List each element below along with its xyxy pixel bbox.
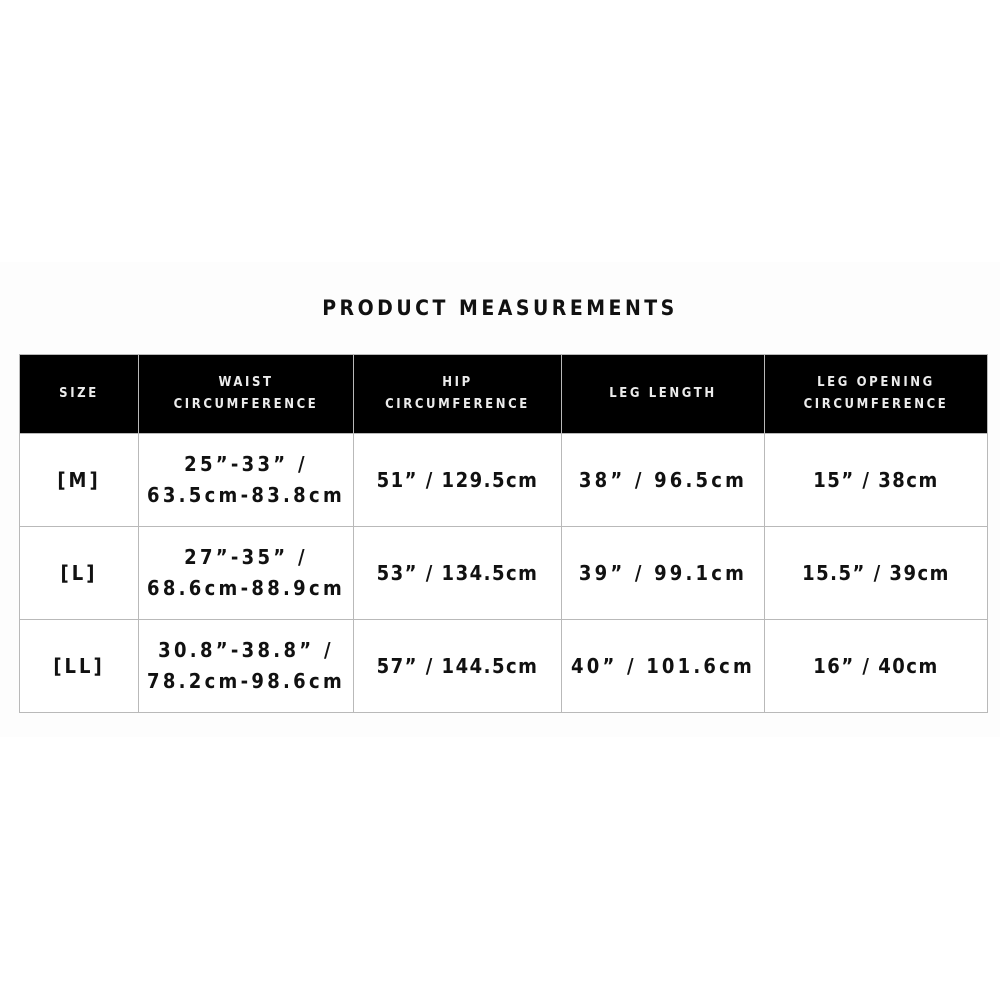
column-header-leg-opening [765,355,988,434]
page-title: PRODUCT MEASUREMENTS [322,296,678,320]
header-label: WAIST [218,375,274,390]
waist-inches: 30.8”-38.8” / [158,638,334,662]
table-header [20,355,988,434]
waist-cell [139,434,354,527]
hip-cell: 57” / 144.5cm [354,620,562,713]
size-cell: [LL] [20,620,139,713]
waist-inches: 25”-33” / [184,452,308,476]
leg-opening-cell: 15.5” / 39cm [765,527,988,620]
column-header-size [20,355,139,434]
table-row [20,620,988,713]
header-label: CIRCUMFERENCE [803,397,949,412]
header-label: SIZE [59,386,99,401]
waist-inches: 27”-35” / [184,545,308,569]
header-label: CIRCUMFERENCE [173,397,319,412]
leg-opening-cell: 16” / 40cm [765,620,988,713]
waist-cm: 63.5cm-83.8cm [147,483,345,507]
column-header-leg-length [562,355,765,434]
column-header-hip [354,355,562,434]
leg-length-cell: 39” / 99.1cm [562,527,765,620]
waist-cell [139,527,354,620]
table-row [20,434,988,527]
waist-cm: 78.2cm-98.6cm [147,669,345,693]
header-row [20,355,988,434]
column-header-waist [139,355,354,434]
leg-length-cell: 38” / 96.5cm [562,434,765,527]
header-label: LEG OPENING [817,375,935,390]
waist-cell [139,620,354,713]
table-row [20,527,988,620]
measurements-table [19,354,988,713]
header-label: LEG LENGTH [609,386,717,401]
hip-cell: 53” / 134.5cm [354,527,562,620]
size-cell: [L] [20,527,139,620]
leg-length-cell: 40” / 101.6cm [562,620,765,713]
header-label: HIP [442,375,473,390]
table-body [20,434,988,713]
hip-cell: 51” / 129.5cm [354,434,562,527]
waist-cm: 68.6cm-88.9cm [147,576,345,600]
leg-opening-cell: 15” / 38cm [765,434,988,527]
size-cell: [M] [20,434,139,527]
header-label: CIRCUMFERENCE [385,397,530,412]
